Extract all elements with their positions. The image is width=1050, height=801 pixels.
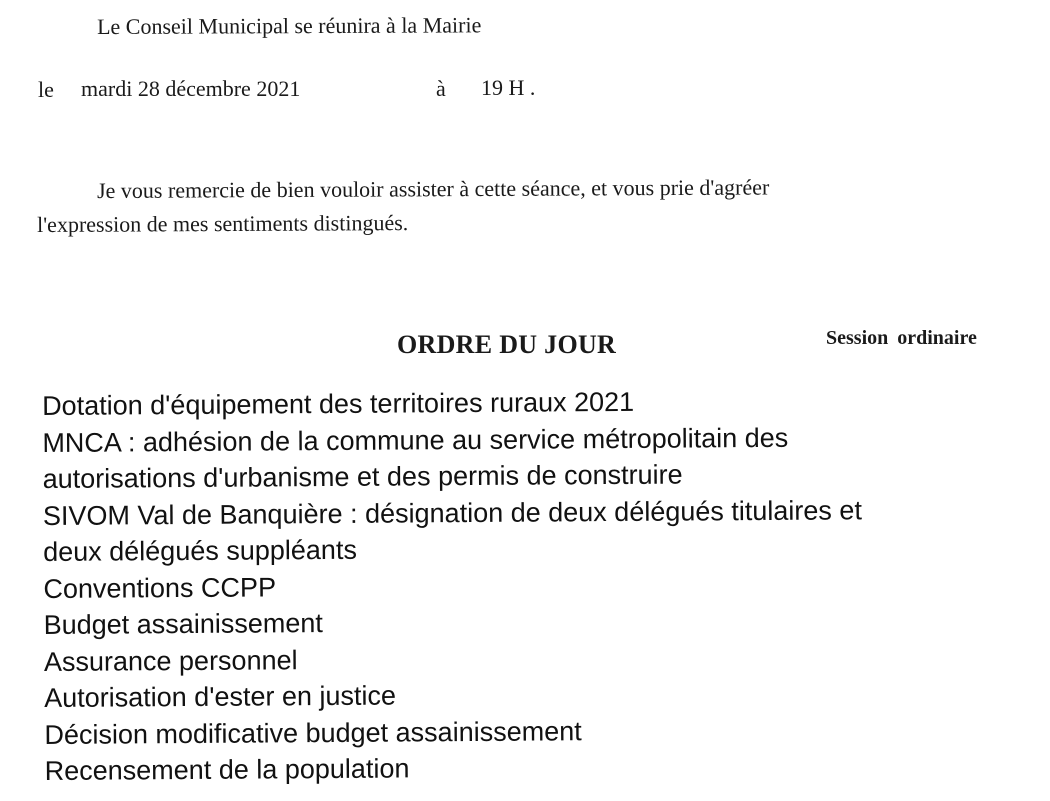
meeting-date: mardi 28 décembre 2021 [81, 76, 301, 101]
thanks-text-line-1: Je vous remercie de bien vouloir assister à cette séance, et vous prie d'agréer [97, 174, 770, 203]
agenda-item-continuation: autorisations d'urbanisme et des permis de construire [42, 459, 683, 494]
agenda-item: Assurance personnel [43, 644, 298, 677]
agenda-item: Autorisation d'ester en justice [44, 680, 397, 713]
thanks-text-line-2: l'expression de mes sentiments distingués. [37, 210, 409, 237]
meeting-time: 19 H . [481, 75, 536, 100]
agenda-item: Décision modificative budget assainissement [44, 715, 582, 750]
meeting-intro-text: Le Conseil Municipal se réunira à la Mairie [97, 12, 482, 39]
date-prefix: le [38, 77, 54, 102]
agenda-item: Conventions CCPP [43, 571, 277, 604]
agenda-list [42, 381, 1045, 789]
agenda-item: Budget assainissement [43, 608, 323, 640]
session-type-label: Session ordinaire [826, 327, 977, 349]
agenda-item: MNCA : adhésion de la commune au service métropolitain des [42, 422, 789, 458]
agenda-title: ORDRE DU JOUR [397, 330, 617, 359]
agenda-item: Dotation d'équipement des territoires ruraux 2021 [42, 386, 635, 421]
agenda-item-continuation: deux délégués suppléants [43, 534, 357, 567]
time-prefix: à [436, 76, 446, 101]
agenda-item: SIVOM Val de Banquière : désignation de deux délégués titulaires et [42, 494, 863, 531]
agenda-item: Recensement de la population [44, 753, 410, 786]
